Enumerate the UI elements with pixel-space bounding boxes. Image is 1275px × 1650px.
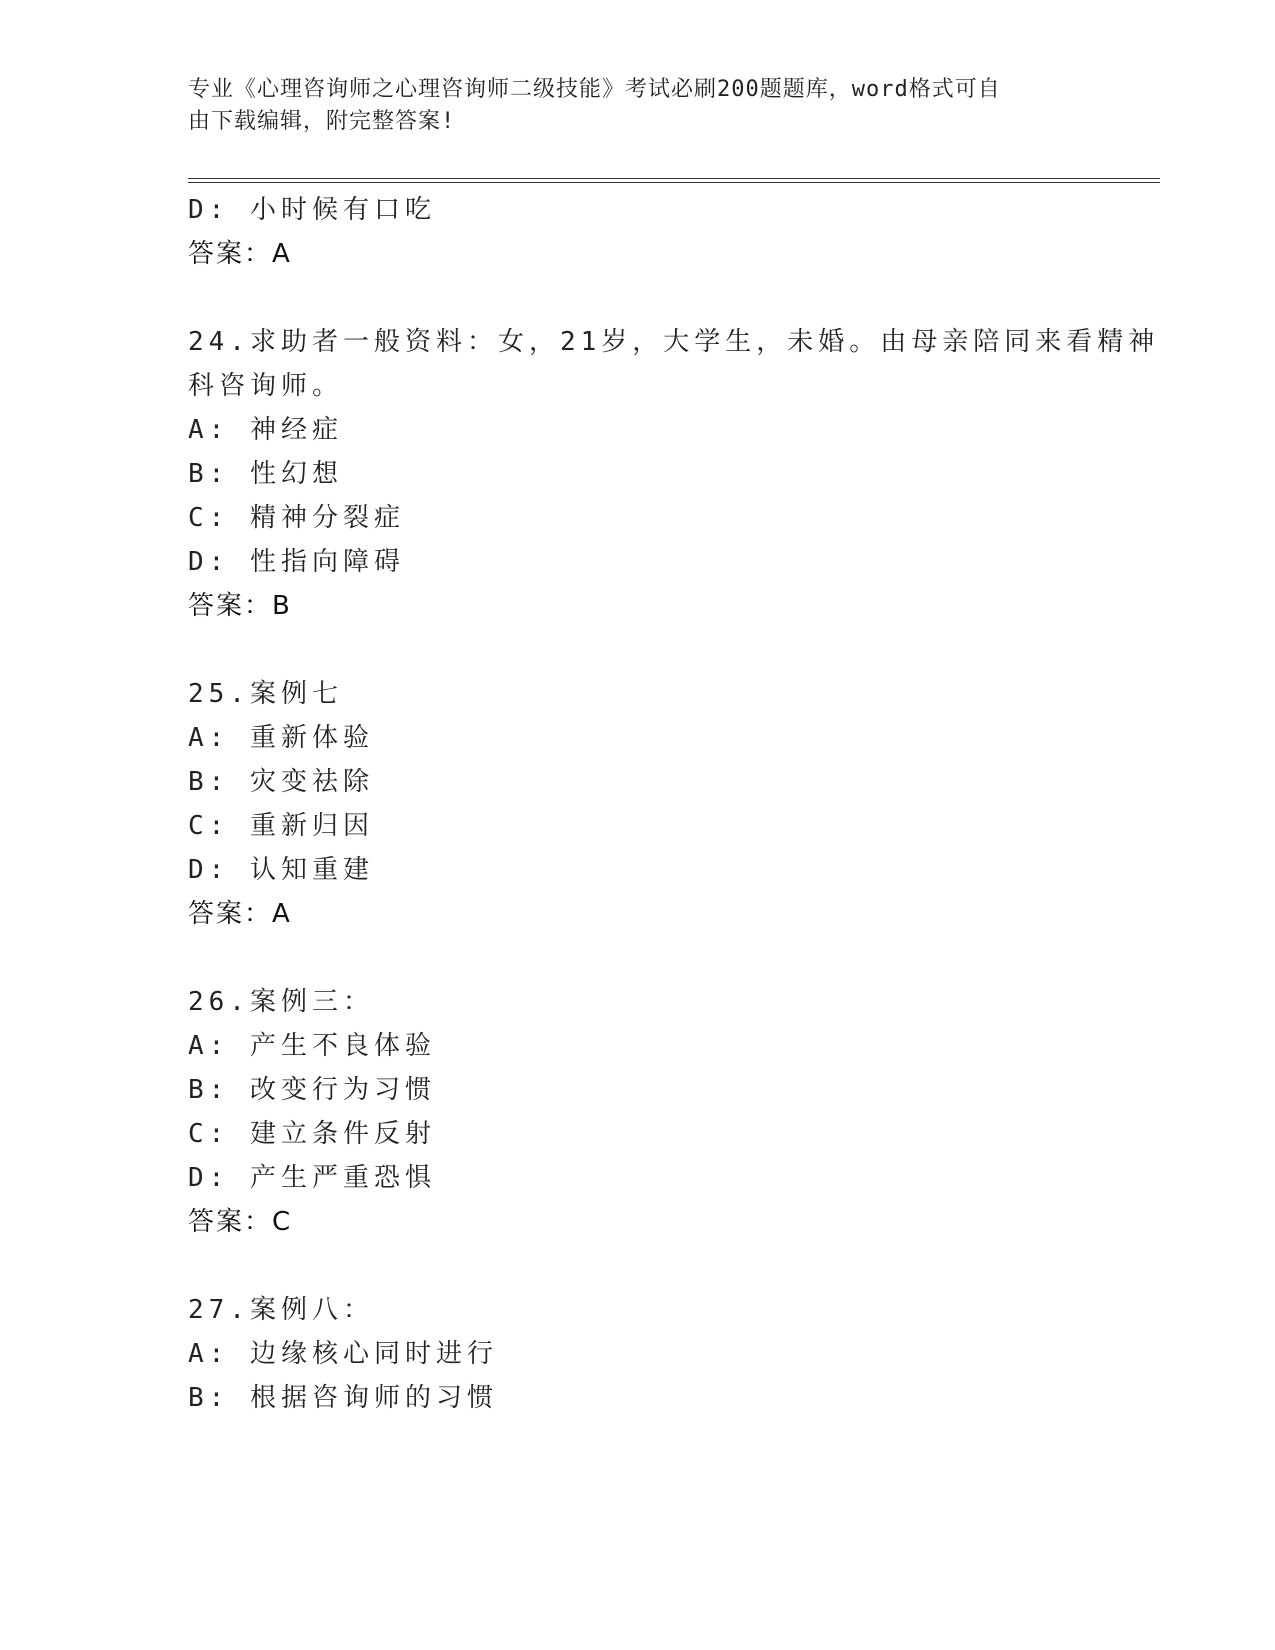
q25-option-c: C: 重新归因 [188,811,374,841]
prev-option-d: D: 小时候有口吃 [188,195,436,225]
q24-stem-line-1: 24.求助者一般资料：女，21岁，大学生，未婚。由母亲陪同来看精神 [188,327,1160,357]
q27-option-b: B: 根据咨询师的习惯 [188,1383,498,1413]
q26-answer: 答案：C [188,1207,293,1237]
q24-answer: 答案：B [188,591,292,621]
q25-option-d: D: 认知重建 [188,855,374,885]
q24-option-a: A: 神经症 [188,415,343,445]
header-divider-top [188,178,1160,179]
q24-option-b: B: 性幻想 [188,459,343,489]
q24-option-d: D: 性指向障碍 [188,547,405,577]
header-line-2: 由下载编辑，附完整答案! [188,109,456,134]
q27-option-a: A: 边缘核心同时进行 [188,1339,498,1369]
q25-stem: 25.案例七 [188,679,343,709]
q26-option-b: B: 改变行为习惯 [188,1075,436,1105]
q24-stem-line-2: 科咨询师。 [188,371,344,401]
q26-option-d: D: 产生严重恐惧 [188,1163,436,1193]
q25-answer: 答案：A [188,899,292,929]
header-divider-bottom [188,182,1160,183]
header-line-1: 专业《心理咨询师之心理咨询师二级技能》考试必刷200题题库，word格式可自 [188,77,1001,102]
q26-option-c: C: 建立条件反射 [188,1119,436,1149]
q27-stem: 27.案例八： [188,1295,374,1325]
q25-option-a: A: 重新体验 [188,723,374,753]
prev-answer: 答案：A [188,239,292,269]
q25-option-b: B: 灾变祛除 [188,767,374,797]
q26-stem: 26.案例三： [188,987,374,1017]
q26-option-a: A: 产生不良体验 [188,1031,436,1061]
document-header [188,74,1068,138]
q24-option-c: C: 精神分裂症 [188,503,405,533]
